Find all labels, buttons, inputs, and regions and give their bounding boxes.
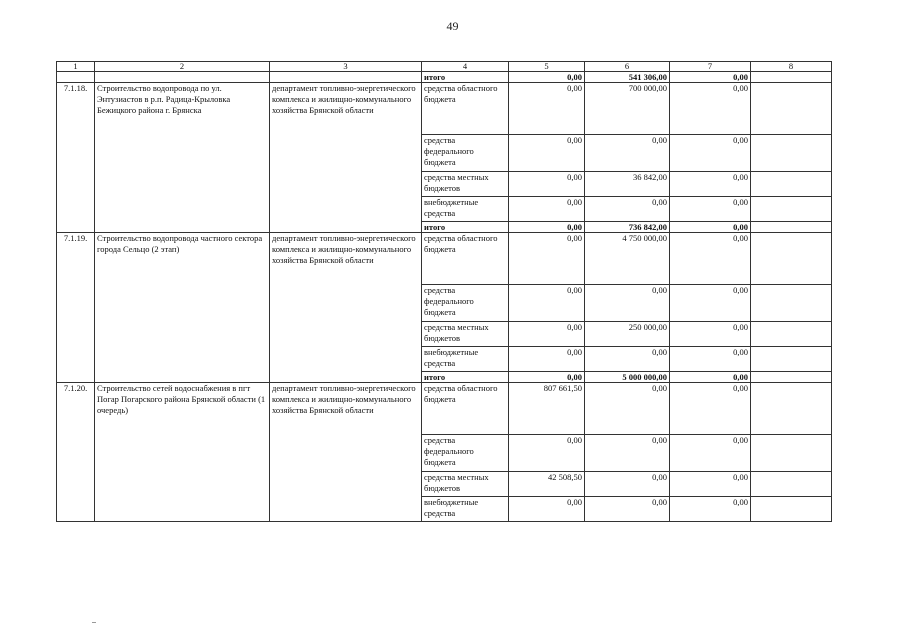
- item-department: департамент топливно-энергетического комплекса и жилищно-коммунального хозяйства Брянской области: [270, 233, 422, 383]
- header-col-7: 7: [670, 62, 751, 72]
- table-row: [57, 383, 832, 435]
- value-cell: 0,00: [585, 285, 670, 322]
- header-col-8: 8: [751, 62, 832, 72]
- value-cell: 0,00: [670, 135, 751, 172]
- empty-cell: [270, 72, 422, 83]
- value-cell: 0,00: [670, 372, 751, 383]
- value-cell: 0,00: [585, 472, 670, 497]
- page-number: 49: [446, 19, 459, 33]
- budget-table: [56, 61, 832, 522]
- item-code: 7.1.19.: [57, 233, 95, 383]
- value-cell: 0,00: [670, 472, 751, 497]
- header-col-5: 5: [509, 62, 585, 72]
- empty-cell: [751, 222, 832, 233]
- value-cell: 541 306,00: [585, 72, 670, 83]
- value-cell: 0,00: [670, 285, 751, 322]
- value-cell: 0,00: [509, 435, 585, 472]
- empty-cell: [751, 285, 832, 322]
- header-col-1: 1: [57, 62, 95, 72]
- empty-cell: [751, 172, 832, 197]
- empty-cell: [751, 472, 832, 497]
- table-row: [57, 233, 832, 285]
- value-cell: 0,00: [509, 233, 585, 285]
- scan-mark: [92, 622, 96, 623]
- value-cell: 0,00: [670, 222, 751, 233]
- value-cell: 0,00: [509, 83, 585, 135]
- funding-source: средства областного бюджета: [422, 233, 509, 285]
- total-row: [57, 72, 832, 83]
- empty-cell: [751, 135, 832, 172]
- empty-cell: [751, 83, 832, 135]
- empty-cell: [751, 372, 832, 383]
- value-cell: 0,00: [585, 435, 670, 472]
- value-cell: 0,00: [585, 347, 670, 372]
- value-cell: 4 750 000,00: [585, 233, 670, 285]
- empty-cell: [95, 72, 270, 83]
- funding-source: средства местных бюджетов: [422, 322, 509, 347]
- value-cell: 0,00: [509, 135, 585, 172]
- item-department: департамент топливно-энергетического комплекса и жилищно-коммунального хозяйства Брянской области: [270, 83, 422, 233]
- empty-cell: [751, 347, 832, 372]
- value-cell: 0,00: [509, 197, 585, 222]
- header-col-4: 4: [422, 62, 509, 72]
- total-label: итого: [422, 222, 509, 233]
- value-cell: 0,00: [670, 435, 751, 472]
- empty-cell: [751, 435, 832, 472]
- value-cell: 0,00: [509, 497, 585, 522]
- value-cell: 0,00: [670, 172, 751, 197]
- value-cell: 807 661,50: [509, 383, 585, 435]
- empty-cell: [751, 383, 832, 435]
- value-cell: 250 000,00: [585, 322, 670, 347]
- empty-cell: [751, 197, 832, 222]
- funding-source: средства федерального бюджета: [422, 285, 509, 322]
- item-name: Строительство водопровода по ул. Энтузиастов в р.п. Радица-Крыловка Бежицкого района г. Брянска: [95, 83, 270, 233]
- value-cell: 0,00: [670, 72, 751, 83]
- header-col-6: 6: [585, 62, 670, 72]
- funding-source: средства федерального бюджета: [422, 135, 509, 172]
- value-cell: 0,00: [585, 197, 670, 222]
- total-label: итого: [422, 72, 509, 83]
- value-cell: 36 842,00: [585, 172, 670, 197]
- item-name: Строительство водопровода частного сектора города Сельцо (2 этап): [95, 233, 270, 383]
- value-cell: 0,00: [670, 233, 751, 285]
- funding-source: внебюджетные средства: [422, 497, 509, 522]
- value-cell: 0,00: [670, 383, 751, 435]
- item-department: департамент топливно-энергетического комплекса и жилищно-коммунального хозяйства Брянской области: [270, 383, 422, 522]
- value-cell: 0,00: [585, 135, 670, 172]
- value-cell: 0,00: [509, 222, 585, 233]
- item-code: 7.1.20.: [57, 383, 95, 522]
- funding-source: средства областного бюджета: [422, 83, 509, 135]
- value-cell: 0,00: [670, 83, 751, 135]
- empty-cell: [751, 72, 832, 83]
- value-cell: 0,00: [670, 322, 751, 347]
- empty-cell: [751, 233, 832, 285]
- total-label: итого: [422, 372, 509, 383]
- value-cell: 0,00: [585, 497, 670, 522]
- empty-cell: [751, 497, 832, 522]
- value-cell: 0,00: [585, 383, 670, 435]
- funding-source: средства областного бюджета: [422, 383, 509, 435]
- header-col-2: 2: [95, 62, 270, 72]
- value-cell: 0,00: [670, 347, 751, 372]
- funding-source: внебюджетные средства: [422, 197, 509, 222]
- header-col-3: 3: [270, 62, 422, 72]
- item-name: Строительство сетей водоснабжения в пгт Погар Погарского района Брянской области (1 очередь): [95, 383, 270, 522]
- value-cell: 0,00: [670, 497, 751, 522]
- value-cell: 42 508,50: [509, 472, 585, 497]
- value-cell: 0,00: [509, 372, 585, 383]
- value-cell: 0,00: [509, 285, 585, 322]
- funding-source: внебюджетные средства: [422, 347, 509, 372]
- value-cell: 5 000 000,00: [585, 372, 670, 383]
- value-cell: 0,00: [509, 322, 585, 347]
- value-cell: 0,00: [509, 347, 585, 372]
- value-cell: 700 000,00: [585, 83, 670, 135]
- value-cell: 0,00: [670, 197, 751, 222]
- funding-source: средства федерального бюджета: [422, 435, 509, 472]
- header-row: [57, 62, 832, 72]
- item-code: 7.1.18.: [57, 83, 95, 233]
- value-cell: 0,00: [509, 72, 585, 83]
- empty-cell: [57, 72, 95, 83]
- funding-source: средства местных бюджетов: [422, 172, 509, 197]
- empty-cell: [751, 322, 832, 347]
- value-cell: 736 842,00: [585, 222, 670, 233]
- funding-source: средства местных бюджетов: [422, 472, 509, 497]
- value-cell: 0,00: [509, 172, 585, 197]
- table-row: [57, 83, 832, 135]
